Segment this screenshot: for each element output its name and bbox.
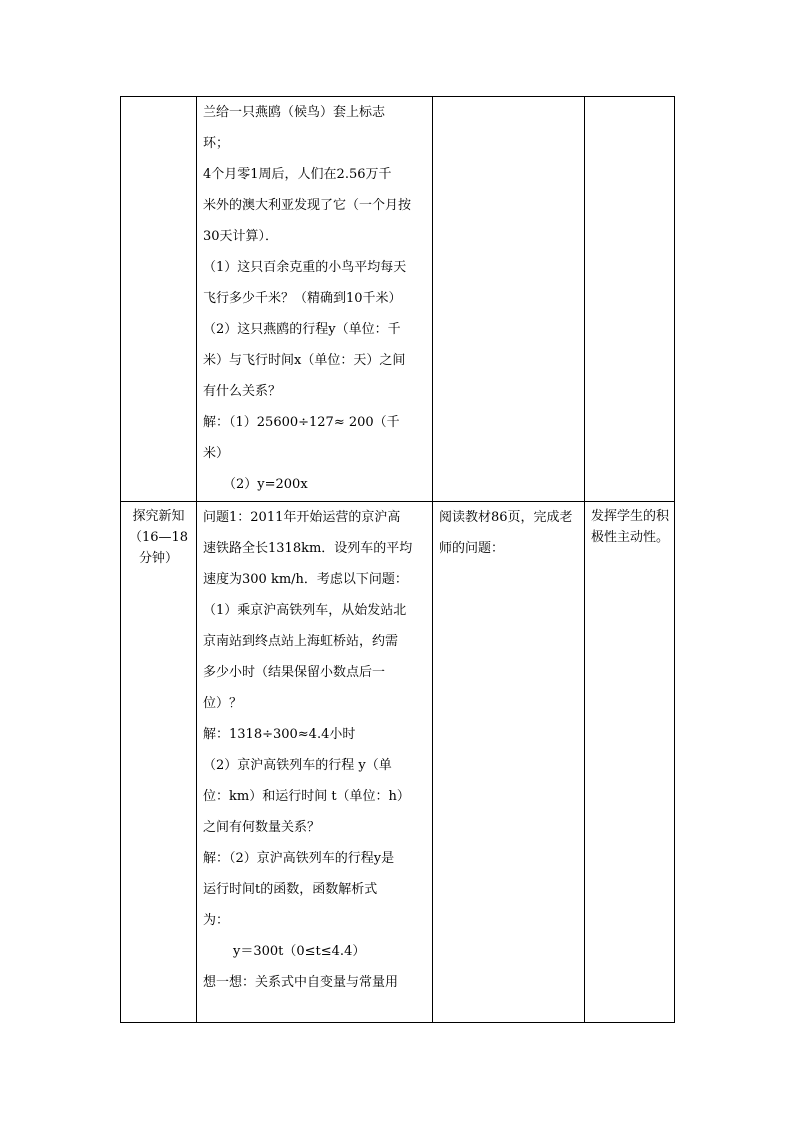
text-line: 速铁路全长1318km．设列车的平均	[203, 541, 413, 556]
teacher-activity-cell	[197, 502, 433, 1023]
text-line: 位）？	[203, 696, 243, 711]
text-line: 速度为300 km/h．考虑以下问题：	[203, 572, 408, 587]
design-intent-cell-empty	[585, 97, 675, 502]
text-line: 有什么关系？	[203, 384, 282, 399]
design-intent-text: 发挥学生的积极性主动性。	[591, 509, 670, 545]
student-activity-text: 阅读教材86页，完成老师的问题：	[439, 510, 573, 556]
table-row	[121, 97, 675, 502]
text-line: 京南站到终点站上海虹桥站，约需	[203, 634, 399, 649]
text-line: （1）乘京沪高铁列车，从始发站北	[203, 603, 407, 618]
text-line: 解：（1）25600÷127≈ 200（千	[203, 415, 400, 430]
text-line: 米）	[203, 446, 230, 461]
text-line: y＝300t（0≤t≤4.4）	[233, 944, 366, 959]
text-line: 解：（2）京沪高铁列车的行程y是	[203, 851, 395, 866]
lesson-plan-table	[120, 96, 675, 1023]
text-line: 兰给一只燕鸥（候鸟）套上标志	[203, 105, 386, 120]
text-line: 米外的澳大利亚发现了它（一个月按	[203, 198, 412, 213]
text-line: 之间有何数量关系？	[203, 820, 321, 835]
text-line: 为：	[203, 913, 230, 928]
text-line: 多少小时（结果保留小数点后一	[203, 665, 386, 680]
section-label: 探究新知（16—18分钟）	[128, 509, 189, 566]
section-cell	[121, 502, 197, 1023]
teacher-activity-text	[197, 502, 432, 998]
text-line: （2）y=200x	[223, 477, 308, 492]
student-activity-cell	[433, 502, 585, 1023]
text-line: 米）与飞行时间x（单位：天）之间	[203, 353, 406, 368]
text-line: 位：km）和运行时间 t（单位：h）	[203, 789, 410, 804]
text-line: 30天计算）．	[203, 229, 279, 244]
text-line: 4个月零1周后，人们在2.56万千	[203, 167, 392, 182]
text-line: （2）这只燕鸥的行程y（单位：千	[203, 322, 401, 337]
design-intent-cell	[585, 502, 675, 1023]
text-line: 想一想：关系式中自变量与常量用	[203, 975, 399, 990]
text-line: （2）京沪高铁列车的行程 y（单	[203, 758, 392, 773]
text-line: （1）这只百余克重的小鸟平均每天	[203, 260, 407, 275]
teacher-activity-cell	[197, 97, 433, 502]
text-line: 运行时间t的函数，函数解析式	[203, 882, 378, 897]
text-line: 问题1：2011年开始运营的京沪高	[203, 510, 401, 525]
text-line: 环；	[203, 136, 230, 151]
text-line: 解：1318÷300≈4.4小时	[203, 727, 356, 742]
teacher-activity-text	[197, 97, 432, 500]
text-line: 飞行多少千米？（精确到10千米）	[203, 291, 402, 306]
student-activity-cell-empty	[433, 97, 585, 502]
table-row	[121, 502, 675, 1023]
section-cell-empty	[121, 97, 197, 502]
